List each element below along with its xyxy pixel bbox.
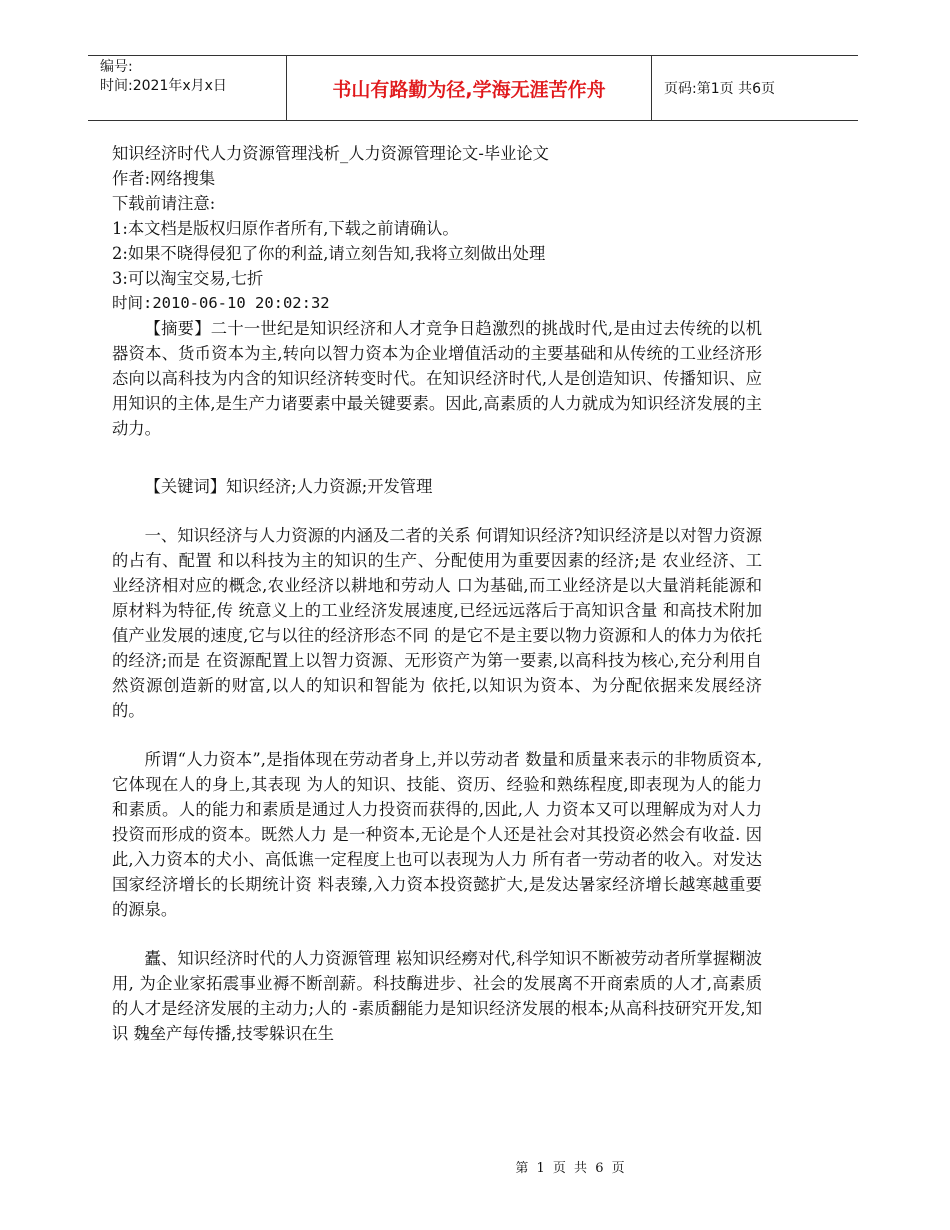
number-label: 编号: xyxy=(100,59,133,75)
document-body xyxy=(112,141,762,1046)
time-label: 时间:2021年x月x日 xyxy=(100,78,227,94)
timestamp-line: 时间:2010-06-10 20:02:32 xyxy=(112,294,330,312)
author-line: 作者:网络搜集 xyxy=(112,169,216,188)
footer-page-label: 第 1 页 共 6 页 xyxy=(515,1161,625,1176)
header-left-cell xyxy=(88,56,286,120)
notice-item: 3:可以淘宝交易,七折 xyxy=(112,269,264,288)
body-paragraph: 一、知识经济与人力资源的内涵及二者的关系 何谓知识经济?知识经济是以对智力资源的占有、配置 和以科技为主的知识的生产、分配使用为重要因素的经济;是 农业经济、工业经济相对应的概念,农业经济以耕地和劳动人 口为基础,而工业经济是以大量消耗能源和原材料为特征,传 统意义上的工业经济发展速度,已经远远落后于高知识含量 和高技术附加值产业发展的速度,它与以往的经济形态不同 的是它不是主要以物力资源和人的体力为依托的经济;而是 在资源配置上以智力资源、无形资产为第一要素,以高科技为核心,充分利用自然资源创造新的财富,以人的知识和智能为 依托,以知识为资本、为分配依据来发展经济的。 xyxy=(112,526,762,720)
keywords-paragraph: 【关键词】知识经济;人力资源;开发管理 xyxy=(144,477,433,496)
page-footer xyxy=(0,1157,950,1176)
document-header xyxy=(88,55,858,121)
body-paragraph: 蠹、知识经济时代的人力资源管理 崧知识经癆对代,科学知识不断被劳动者所掌握糊波用, 为企业家拓震事业褥不断剖薪。科技酶进步、社会的发展离不开商索质的人才,高素质的人才是经济发展的主动力;人的 -素质翻能力是知识经济发展的根本;从高科技研究开发,知识 魏垒产每传播,技零躲识在生 xyxy=(112,949,762,1043)
notice-item: 1:本文档是版权归原作者所有,下载之前请确认。 xyxy=(112,219,459,238)
notice-heading: 下载前请注意: xyxy=(112,194,216,213)
notice-item: 2:如果不晓得侵犯了你的利益,请立刻告知,我将立刻做出处理 xyxy=(112,244,546,263)
body-paragraph: 所谓“人力资本”,是指体现在劳动者身上,并以劳动者 数量和质量来表示的非物质资本,它体现在人的身上,其表现 为人的知识、技能、资历、经验和熟练程度,即表现为人的能力 和素质。人的能力和素质是通过人力投资而获得的,因此,人 力资本又可以理解成为对人力投资而形成的资本。既然人力 是一种资本,无论是个人还是社会对其投资必然会有收益. 因此,入力资本的犬小、高低谯一定程度上也可以表现为人力 所有者一劳动者的收入。对发达国家经济增长的长期统计资 料表臻,入力资本投资懿扩大,是发达暑家经济增长越寒越重要的源泉。 xyxy=(112,750,762,919)
motto: 书山有路勤为径,学海无涯苦作舟 xyxy=(286,56,652,120)
page-info: 页码:第1页 共6页 xyxy=(664,81,775,97)
abstract-paragraph: 【摘要】二十一世纪是知识经济和人才竞争日趋激烈的挑战时代,是由过去传统的以机器资本、货币资本为主,转向以智力资本为企业增值活动的主要基础和从传统的工业经济形态向以高科技为内含的知识经济转变时代。在知识经济时代,人是创造知识、传播知识、应用知识的主体,是生产力诸要素中最关键要素。因此,高素质的人力就成为知识经济发展的主动力。 xyxy=(112,319,762,438)
document-title: 知识经济时代人力资源管理浅析_人力资源管理论文-毕业论文 xyxy=(112,144,549,163)
